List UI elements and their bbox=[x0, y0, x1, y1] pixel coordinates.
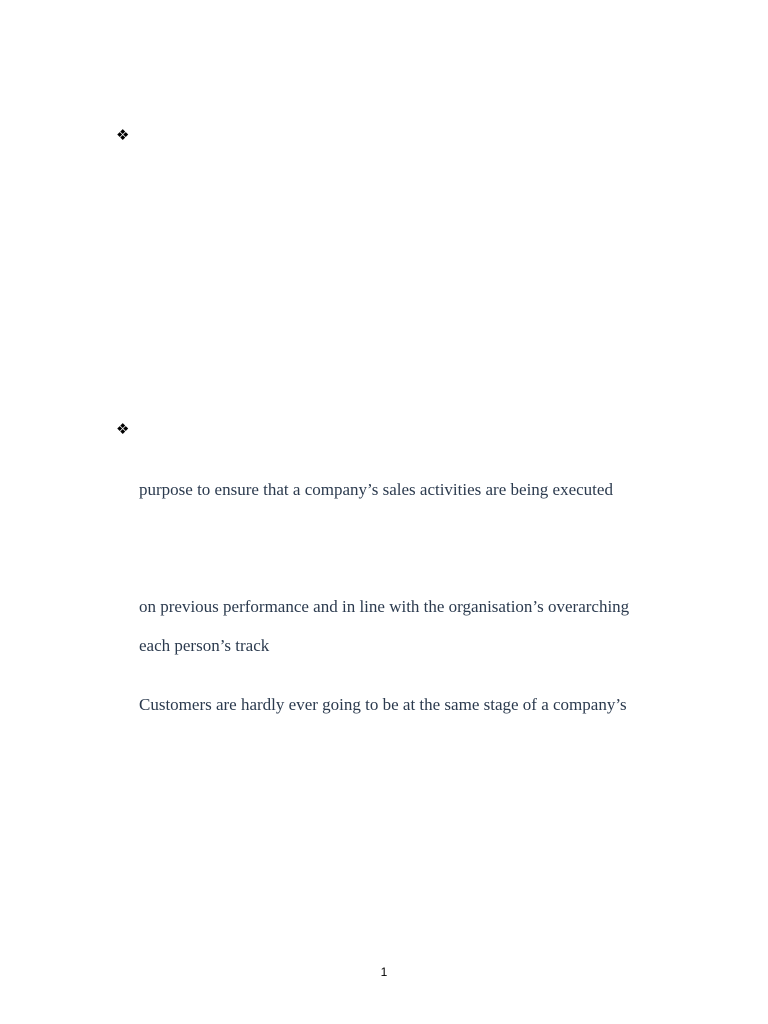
page-number: 1 bbox=[380, 965, 388, 979]
diamond-bullet-icon: ❖ bbox=[116, 420, 130, 438]
body-text-line: on previous performance and in line with the organisation’s overarching bbox=[139, 597, 630, 616]
diamond-bullet-icon: ❖ bbox=[116, 126, 130, 144]
body-text-line: purpose to ensure that a company’s sales activities are being executed bbox=[139, 480, 613, 499]
body-text-line: each person’s track bbox=[139, 636, 270, 655]
body-text-line: Customers are hardly ever going to be at the same stage of a company’s bbox=[139, 695, 627, 714]
